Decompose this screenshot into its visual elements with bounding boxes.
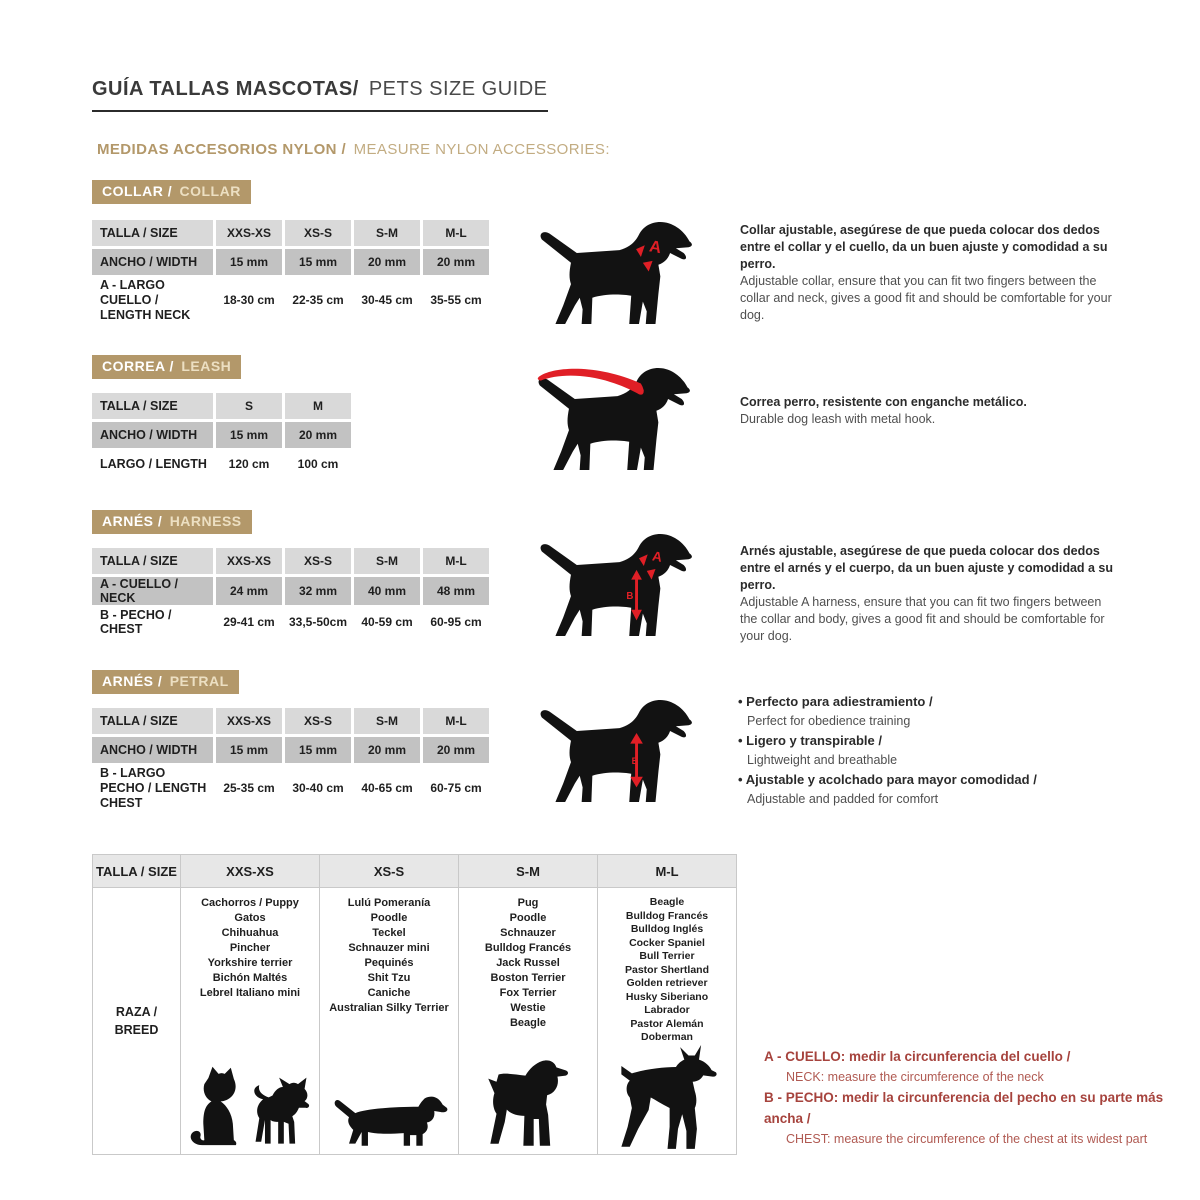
- size-label-cell: TALLA / SIZE: [92, 708, 216, 737]
- size-cell: S-M: [459, 855, 598, 888]
- row-label-cell: ANCHO / WIDTH: [92, 422, 216, 451]
- petral-size-table: [92, 708, 492, 811]
- row-label-cell: LARGO / LENGTH: [92, 451, 216, 477]
- collar-badge-es: COLLAR /: [102, 183, 173, 199]
- size-cell: XXS-XS: [216, 220, 285, 249]
- breed-row-label: [93, 888, 180, 1154]
- breed-list-m-l: Beagle Bulldog Francés Bulldog Inglés Cocker Spaniel Bull Terrier Pastor Shertland Golden retriever Husky Siberiano Labrador Pastor Alemán Doberman: [624, 896, 710, 1043]
- value-cell: 20 mm: [423, 249, 492, 278]
- row-label-cell: ANCHO / WIDTH: [92, 737, 216, 766]
- collar-badge-en: COLLAR: [179, 183, 241, 199]
- size-cell: XXS-XS: [216, 708, 285, 737]
- row-label-cell: A - LARGO CUELLO / LENGTH NECK: [92, 278, 216, 323]
- breed-list-s-m: Pug Poodle Schnauzer Bulldog Francés Jack Russel Boston Terrier Fox Terrier Westie Beagle: [484, 897, 572, 1029]
- svg-text:B: B: [631, 756, 638, 767]
- page-subtitle-en: MEASURE NYLON ACCESSORIES:: [353, 141, 610, 158]
- size-cell: XS-S: [285, 548, 354, 577]
- note-b-en: CHEST: measure the circumference of the chest at its widest part: [786, 1132, 1148, 1146]
- size-cell: M-L: [423, 548, 492, 577]
- harness-section-badge: [92, 510, 252, 534]
- value-cell: 40-59 cm: [354, 608, 423, 636]
- breed-cell-xxs-xs: [181, 888, 320, 1155]
- harness-badge-en: HARNESS: [169, 513, 242, 529]
- raza-label-es: RAZA /: [115, 1004, 158, 1019]
- value-cell: 15 mm: [216, 249, 285, 278]
- harness-description: [740, 543, 1122, 645]
- table-row: [92, 577, 492, 608]
- svg-text:B: B: [626, 591, 634, 603]
- leash-desc-en: Durable dog leash with metal hook.: [740, 412, 936, 426]
- bullet-en: Perfect for obedience training: [747, 714, 911, 728]
- table-row: [92, 278, 492, 323]
- harness-badge-es: ARNÉS /: [102, 513, 163, 529]
- petral-badge-es: ARNÉS /: [102, 673, 163, 689]
- value-cell: 22-35 cm: [285, 278, 354, 323]
- table-row: [93, 855, 737, 888]
- size-cell: XXS-XS: [216, 548, 285, 577]
- row-label-cell: A - CUELLO / NECK: [92, 577, 216, 608]
- value-cell: 32 mm: [285, 577, 354, 608]
- collar-section-badge: [92, 180, 251, 204]
- size-cell: M: [285, 393, 354, 422]
- value-cell: 25-35 cm: [216, 766, 285, 811]
- size-cell: XXS-XS: [181, 855, 320, 888]
- value-cell: 29-41 cm: [216, 608, 285, 636]
- size-cell: XS-S: [320, 855, 459, 888]
- petral-dog-illustration: [536, 694, 706, 806]
- value-cell: 30-40 cm: [285, 766, 354, 811]
- harness-size-table: [92, 548, 492, 636]
- raza-label-en: BREED: [114, 1022, 159, 1037]
- value-cell: 24 mm: [216, 577, 285, 608]
- harness-dog-illustration: [536, 528, 706, 640]
- leash-section-badge: [92, 355, 241, 379]
- page-subtitle-es: MEDIDAS ACCESORIOS NYLON /: [97, 141, 347, 158]
- value-cell: 20 mm: [423, 737, 492, 766]
- collar-desc-en: Adjustable collar, ensure that you can fit two fingers between the collar and neck, gives a good fit and should be comfortable for your dog.: [740, 274, 1112, 322]
- leash-size-table: [92, 393, 354, 477]
- measurement-notes: [764, 1046, 1184, 1149]
- collar-dog-illustration: [536, 216, 706, 328]
- bullet-es: • Perfecto para adiestramiento /: [738, 692, 1138, 712]
- petral-badge-en: PETRAL: [169, 673, 229, 689]
- value-cell: 40 mm: [354, 577, 423, 608]
- size-cell: M-L: [423, 220, 492, 249]
- value-cell: 15 mm: [216, 422, 285, 451]
- value-cell: 20 mm: [354, 249, 423, 278]
- value-cell: 60-95 cm: [423, 608, 492, 636]
- value-cell: 30-45 cm: [354, 278, 423, 323]
- note-a-en: NECK: measure the circumference of the neck: [786, 1070, 1044, 1084]
- table-row: [92, 451, 354, 477]
- page-title-es: GUÍA TALLAS MASCOTAS/: [92, 78, 359, 100]
- list-item: [738, 692, 1138, 731]
- list-item: [738, 770, 1138, 809]
- chihuahua-silhouette: [248, 1072, 314, 1152]
- value-cell: 40-65 cm: [354, 766, 423, 811]
- table-row: [92, 608, 492, 636]
- leash-desc-es: Correa perro, resistente con enganche metálico.: [740, 395, 1027, 409]
- table-row: [92, 708, 492, 737]
- page-title: [92, 78, 548, 112]
- value-cell: 20 mm: [354, 737, 423, 766]
- bullet-es: • Ajustable y acolchado para mayor comodidad /: [738, 770, 1138, 790]
- size-cell: S: [216, 393, 285, 422]
- breed-row-label-cell: [93, 888, 181, 1155]
- petral-section-badge: [92, 670, 239, 694]
- value-cell: 120 cm: [216, 451, 285, 477]
- xxs-xs-silhouettes: [186, 1064, 314, 1152]
- value-cell: 60-75 cm: [423, 766, 492, 811]
- breed-cell-m-l: [598, 888, 737, 1155]
- svg-text:A: A: [647, 237, 663, 258]
- table-row: [92, 393, 354, 422]
- svg-text:A: A: [651, 548, 664, 565]
- leash-badge-en: LEASH: [181, 358, 232, 374]
- schnauzer-silhouette: [484, 1057, 572, 1152]
- table-row: [92, 220, 492, 249]
- value-cell: 35-55 cm: [423, 278, 492, 323]
- value-cell: 33,5-50cm: [285, 608, 354, 636]
- value-cell: 100 cm: [285, 451, 354, 477]
- page-subtitle: [97, 141, 610, 158]
- size-cell: S-M: [354, 708, 423, 737]
- page-title-en: PETS SIZE GUIDE: [368, 78, 548, 100]
- size-cell: M-L: [598, 855, 737, 888]
- size-cell: XS-S: [285, 220, 354, 249]
- value-cell: 48 mm: [423, 577, 492, 608]
- table-row: [92, 766, 492, 811]
- value-cell: 18-30 cm: [216, 278, 285, 323]
- list-item: [738, 731, 1138, 770]
- cat-silhouette: [186, 1064, 242, 1152]
- harness-desc-es: Arnés ajustable, asegúrese de que pueda colocar dos dedos entre el arnés y el cuerpo, da un buen ajuste y comodidad a su perro.: [740, 544, 1114, 592]
- breed-size-table: [92, 854, 737, 1155]
- size-label-cell: TALLA / SIZE: [92, 548, 216, 577]
- table-row: [92, 422, 354, 451]
- dachshund-silhouette: [330, 1091, 448, 1152]
- table-row: [92, 548, 492, 577]
- petral-feature-list: [738, 692, 1138, 809]
- value-cell: 15 mm: [216, 737, 285, 766]
- collar-desc-es: Collar ajustable, asegúrese de que pueda colocar dos dedos entre el collar y el cuello, da un buen ajuste y comodidad a su perro.: [740, 223, 1108, 271]
- breed-list-xs-s: Lulú Pomeranía Poodle Teckel Schnauzer mini Pequinés Shit Tzu Caniche Australian Silky Terrier: [329, 897, 449, 1014]
- note-a-es: A - CUELLO: medir la circunferencia del cuello /: [764, 1049, 1071, 1064]
- bullet-es: • Ligero y transpirable /: [738, 731, 1138, 751]
- row-label-cell: B - PECHO / CHEST: [92, 608, 216, 636]
- size-cell: XS-S: [285, 708, 354, 737]
- leash-dog-illustration: [534, 362, 704, 474]
- table-row: [93, 888, 737, 1155]
- breed-cell-s-m: [459, 888, 598, 1155]
- breed-list-xxs-xs: Cachorros / Puppy Gatos Chihuahua Pincher Yorkshire terrier Bichón Maltés Lebrel Italiano mini: [199, 897, 301, 999]
- row-label-cell: ANCHO / WIDTH: [92, 249, 216, 278]
- bullet-en: Adjustable and padded for comfort: [747, 792, 939, 806]
- size-label-cell: TALLA / SIZE: [93, 855, 181, 888]
- leash-description: [740, 394, 1122, 428]
- doberman-silhouette: [617, 1045, 717, 1152]
- harness-desc-en: Adjustable A harness, ensure that you can fit two fingers between the collar and body, gives a good fit and should be comfortable for your dog.: [740, 595, 1105, 643]
- size-label-cell: TALLA / SIZE: [92, 220, 216, 249]
- value-cell: 15 mm: [285, 737, 354, 766]
- collar-size-table: [92, 220, 492, 323]
- bullet-en: Lightweight and breathable: [747, 753, 898, 767]
- size-cell: S-M: [354, 548, 423, 577]
- note-b-es: B - PECHO: medir la circunferencia del pecho en su parte más ancha /: [764, 1090, 1164, 1126]
- row-label-cell: B - LARGO PECHO / LENGTH CHEST: [92, 766, 216, 811]
- value-cell: 20 mm: [285, 422, 354, 451]
- size-label-cell: TALLA / SIZE: [92, 393, 216, 422]
- collar-description: [740, 222, 1122, 324]
- leash-badge-es: CORREA /: [102, 358, 174, 374]
- value-cell: 15 mm: [285, 249, 354, 278]
- size-cell: S-M: [354, 220, 423, 249]
- breed-cell-xs-s: [320, 888, 459, 1155]
- table-row: [92, 737, 492, 766]
- size-cell: M-L: [423, 708, 492, 737]
- table-row: [92, 249, 492, 278]
